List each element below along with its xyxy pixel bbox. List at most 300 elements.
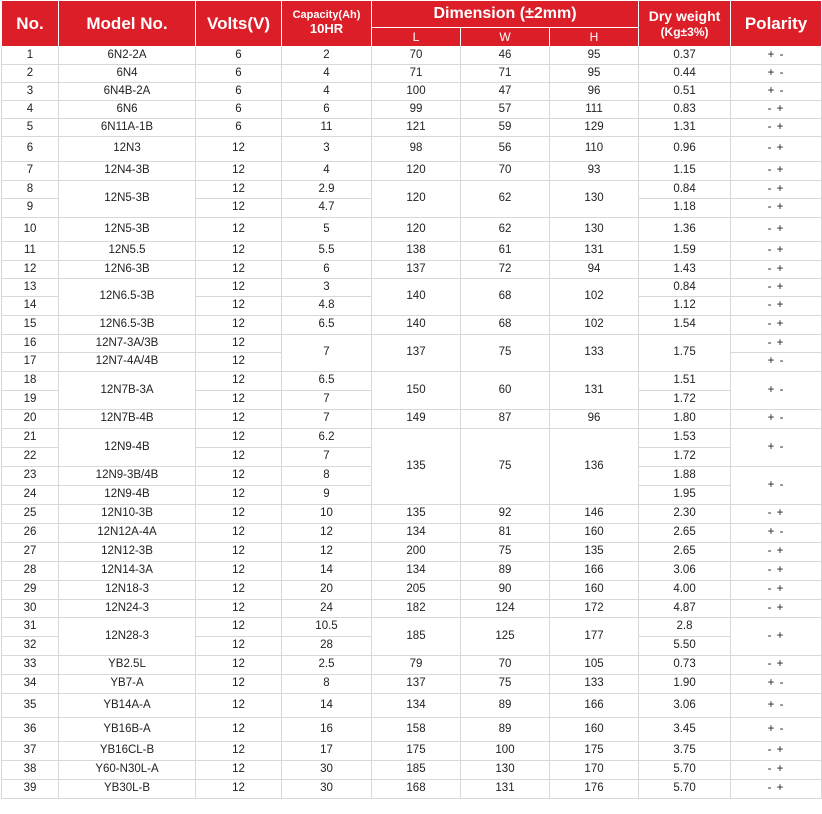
cell-width: 100	[461, 742, 550, 761]
cell-weight: 1.75	[639, 335, 731, 372]
cell-model: YB16CL-B	[59, 742, 196, 761]
cell-weight: 3.75	[639, 742, 731, 761]
table-row	[2, 162, 822, 181]
cell-polarity: - +	[731, 562, 822, 581]
cell-model: YB7-A	[59, 675, 196, 694]
cell-polarity: - +	[731, 261, 822, 279]
cell-width: 62	[461, 181, 550, 218]
cell-volts: 12	[196, 524, 282, 543]
cell-capacity: 12	[282, 543, 372, 562]
cell-no: 38	[2, 761, 59, 780]
cell-model: 12N12-3B	[59, 543, 196, 562]
cell-no: 33	[2, 656, 59, 675]
cell-weight: 0.84	[639, 181, 731, 199]
cell-width: 87	[461, 410, 550, 429]
cell-no: 14	[2, 297, 59, 316]
header-capacity-unit: Capacity(Ah)	[292, 9, 361, 22]
cell-model: YB30L-B	[59, 780, 196, 799]
cell-length: 137	[372, 261, 461, 279]
cell-capacity: 5.5	[282, 242, 372, 261]
cell-length: 138	[372, 242, 461, 261]
table-row	[2, 65, 822, 83]
header-dry-weight	[639, 1, 731, 47]
cell-capacity: 30	[282, 780, 372, 799]
cell-volts: 12	[196, 242, 282, 261]
cell-no: 1	[2, 47, 59, 65]
cell-volts: 12	[196, 467, 282, 486]
cell-no: 2	[2, 65, 59, 83]
cell-height: 133	[550, 335, 639, 372]
cell-no: 13	[2, 279, 59, 297]
cell-polarity: - +	[731, 242, 822, 261]
cell-polarity: - +	[731, 581, 822, 600]
cell-length: 185	[372, 618, 461, 656]
cell-volts: 12	[196, 261, 282, 279]
cell-weight: 0.83	[639, 101, 731, 119]
cell-width: 56	[461, 137, 550, 162]
cell-volts: 12	[196, 581, 282, 600]
cell-model: 12N9-3B/4B	[59, 467, 196, 486]
cell-volts: 12	[196, 675, 282, 694]
header-capacity-rate: 10HR	[309, 21, 344, 36]
table-row	[2, 543, 822, 562]
cell-width: 71	[461, 65, 550, 83]
cell-no: 31	[2, 618, 59, 637]
cell-weight: 2.65	[639, 524, 731, 543]
cell-capacity: 8	[282, 467, 372, 486]
cell-volts: 12	[196, 316, 282, 335]
cell-no: 27	[2, 543, 59, 562]
cell-capacity: 30	[282, 761, 372, 780]
table-row	[2, 780, 822, 799]
cell-capacity: 16	[282, 718, 372, 742]
table-row	[2, 137, 822, 162]
cell-polarity: - +	[731, 199, 822, 218]
cell-volts: 12	[196, 391, 282, 410]
cell-weight: 0.37	[639, 47, 731, 65]
cell-length: 182	[372, 600, 461, 618]
cell-model: Y60-N30L-A	[59, 761, 196, 780]
cell-weight: 1.95	[639, 486, 731, 505]
table-row	[2, 119, 822, 137]
cell-length: 71	[372, 65, 461, 83]
cell-width: 124	[461, 600, 550, 618]
cell-weight: 0.96	[639, 137, 731, 162]
cell-weight: 3.06	[639, 694, 731, 718]
cell-model: 6N4B-2A	[59, 83, 196, 101]
table-body	[2, 47, 822, 799]
cell-width: 70	[461, 162, 550, 181]
cell-weight: 2.30	[639, 505, 731, 524]
cell-height: 94	[550, 261, 639, 279]
cell-polarity: + -	[731, 65, 822, 83]
cell-width: 68	[461, 316, 550, 335]
table-row	[2, 562, 822, 581]
cell-no: 10	[2, 218, 59, 242]
cell-height: 131	[550, 242, 639, 261]
cell-model: YB2.5L	[59, 656, 196, 675]
cell-height: 129	[550, 119, 639, 137]
cell-width: 90	[461, 581, 550, 600]
cell-no: 39	[2, 780, 59, 799]
cell-height: 160	[550, 581, 639, 600]
table-row	[2, 316, 822, 335]
cell-model: 12N7B-3A	[59, 372, 196, 410]
cell-no: 25	[2, 505, 59, 524]
cell-capacity: 20	[282, 581, 372, 600]
cell-volts: 12	[196, 279, 282, 297]
header-volts: Volts(V)	[196, 1, 282, 47]
cell-volts: 12	[196, 448, 282, 467]
table-row	[2, 656, 822, 675]
table-row	[2, 429, 822, 448]
table-row	[2, 618, 822, 637]
cell-capacity: 7	[282, 410, 372, 429]
header-dim-w: W	[461, 28, 550, 47]
header-polarity: Polarity	[731, 1, 822, 47]
cell-weight: 2.8	[639, 618, 731, 637]
cell-length: 120	[372, 181, 461, 218]
cell-height: 175	[550, 742, 639, 761]
cell-no: 3	[2, 83, 59, 101]
cell-height: 146	[550, 505, 639, 524]
cell-model: 12N6-3B	[59, 261, 196, 279]
cell-no: 22	[2, 448, 59, 467]
cell-capacity: 8	[282, 675, 372, 694]
cell-length: 120	[372, 162, 461, 181]
cell-capacity: 7	[282, 335, 372, 372]
cell-width: 61	[461, 242, 550, 261]
cell-model: 12N12A-4A	[59, 524, 196, 543]
cell-height: 177	[550, 618, 639, 656]
cell-volts: 12	[196, 372, 282, 391]
cell-volts: 12	[196, 505, 282, 524]
cell-model: 12N6.5-3B	[59, 279, 196, 316]
cell-weight: 0.84	[639, 279, 731, 297]
cell-weight: 1.59	[639, 242, 731, 261]
cell-capacity: 3	[282, 137, 372, 162]
cell-weight: 0.73	[639, 656, 731, 675]
cell-no: 28	[2, 562, 59, 581]
cell-weight: 3.45	[639, 718, 731, 742]
cell-volts: 12	[196, 761, 282, 780]
cell-no: 17	[2, 353, 59, 372]
header-dry-weight-label: Dry weight	[648, 7, 721, 24]
cell-model: 12N7-4A/4B	[59, 353, 196, 372]
cell-polarity: - +	[731, 656, 822, 675]
cell-no: 16	[2, 335, 59, 353]
cell-width: 81	[461, 524, 550, 543]
table-row	[2, 761, 822, 780]
cell-polarity: - +	[731, 297, 822, 316]
cell-length: 140	[372, 279, 461, 316]
cell-model: 12N7-3A/3B	[59, 335, 196, 353]
cell-polarity: - +	[731, 316, 822, 335]
cell-polarity: - +	[731, 119, 822, 137]
cell-width: 92	[461, 505, 550, 524]
cell-capacity: 28	[282, 637, 372, 656]
cell-weight: 0.44	[639, 65, 731, 83]
cell-length: 98	[372, 137, 461, 162]
cell-polarity: - +	[731, 279, 822, 297]
cell-weight: 5.50	[639, 637, 731, 656]
cell-length: 134	[372, 524, 461, 543]
cell-weight: 1.80	[639, 410, 731, 429]
cell-width: 130	[461, 761, 550, 780]
cell-model: 12N4-3B	[59, 162, 196, 181]
cell-volts: 12	[196, 181, 282, 199]
cell-length: 135	[372, 429, 461, 505]
cell-model: 12N9-4B	[59, 429, 196, 467]
cell-width: 75	[461, 675, 550, 694]
cell-length: 158	[372, 718, 461, 742]
cell-width: 60	[461, 372, 550, 410]
cell-width: 46	[461, 47, 550, 65]
cell-width: 47	[461, 83, 550, 101]
cell-volts: 12	[196, 694, 282, 718]
cell-weight: 1.43	[639, 261, 731, 279]
cell-height: 110	[550, 137, 639, 162]
cell-volts: 6	[196, 119, 282, 137]
cell-volts: 12	[196, 335, 282, 353]
cell-capacity: 4	[282, 83, 372, 101]
cell-no: 26	[2, 524, 59, 543]
cell-volts: 12	[196, 353, 282, 372]
cell-capacity: 4	[282, 65, 372, 83]
cell-length: 137	[372, 675, 461, 694]
cell-width: 131	[461, 780, 550, 799]
cell-height: 105	[550, 656, 639, 675]
table-row	[2, 505, 822, 524]
cell-height: 96	[550, 83, 639, 101]
cell-capacity: 7	[282, 448, 372, 467]
cell-no: 19	[2, 391, 59, 410]
cell-width: 75	[461, 543, 550, 562]
cell-model: 6N6	[59, 101, 196, 119]
cell-height: 133	[550, 675, 639, 694]
cell-model: 12N28-3	[59, 618, 196, 656]
cell-capacity: 17	[282, 742, 372, 761]
cell-height: 136	[550, 429, 639, 505]
header-dim-h: H	[550, 28, 639, 47]
cell-width: 62	[461, 218, 550, 242]
cell-length: 137	[372, 335, 461, 372]
cell-height: 102	[550, 316, 639, 335]
cell-length: 134	[372, 694, 461, 718]
cell-length: 175	[372, 742, 461, 761]
cell-no: 5	[2, 119, 59, 137]
cell-model: 12N24-3	[59, 600, 196, 618]
cell-height: 130	[550, 181, 639, 218]
cell-length: 100	[372, 83, 461, 101]
cell-no: 7	[2, 162, 59, 181]
cell-weight: 4.87	[639, 600, 731, 618]
cell-volts: 6	[196, 47, 282, 65]
table-row	[2, 718, 822, 742]
cell-polarity: - +	[731, 505, 822, 524]
cell-polarity: - +	[731, 218, 822, 242]
cell-length: 205	[372, 581, 461, 600]
cell-capacity: 6.5	[282, 316, 372, 335]
cell-height: 95	[550, 65, 639, 83]
cell-model: 12N5-3B	[59, 181, 196, 218]
cell-height: 160	[550, 524, 639, 543]
cell-capacity: 11	[282, 119, 372, 137]
cell-no: 9	[2, 199, 59, 218]
cell-model: 6N4	[59, 65, 196, 83]
cell-capacity: 14	[282, 694, 372, 718]
cell-volts: 12	[196, 137, 282, 162]
cell-weight: 3.06	[639, 562, 731, 581]
cell-polarity: + -	[731, 353, 822, 372]
cell-width: 125	[461, 618, 550, 656]
table-row	[2, 261, 822, 279]
cell-weight: 5.70	[639, 761, 731, 780]
header-no: No.	[2, 1, 59, 47]
cell-volts: 12	[196, 562, 282, 581]
cell-weight: 1.18	[639, 199, 731, 218]
table-row	[2, 675, 822, 694]
cell-volts: 12	[196, 543, 282, 562]
cell-width: 57	[461, 101, 550, 119]
cell-width: 59	[461, 119, 550, 137]
cell-width: 75	[461, 335, 550, 372]
cell-no: 11	[2, 242, 59, 261]
cell-polarity: + -	[731, 410, 822, 429]
cell-capacity: 6	[282, 101, 372, 119]
cell-width: 68	[461, 279, 550, 316]
table-row	[2, 101, 822, 119]
cell-height: 93	[550, 162, 639, 181]
cell-model: 12N18-3	[59, 581, 196, 600]
table-row	[2, 47, 822, 65]
cell-polarity: - +	[731, 181, 822, 199]
table-row	[2, 600, 822, 618]
cell-weight: 1.36	[639, 218, 731, 242]
cell-volts: 12	[196, 429, 282, 448]
cell-capacity: 6.2	[282, 429, 372, 448]
cell-weight: 1.90	[639, 675, 731, 694]
cell-polarity: + -	[731, 467, 822, 505]
cell-model: 12N5-3B	[59, 218, 196, 242]
cell-volts: 12	[196, 637, 282, 656]
cell-height: 170	[550, 761, 639, 780]
battery-spec-table	[1, 0, 822, 799]
cell-no: 20	[2, 410, 59, 429]
cell-no: 15	[2, 316, 59, 335]
cell-capacity: 24	[282, 600, 372, 618]
cell-polarity: + -	[731, 524, 822, 543]
cell-weight: 1.51	[639, 372, 731, 391]
header-capacity	[282, 1, 372, 47]
cell-volts: 12	[196, 486, 282, 505]
cell-model: 12N5.5	[59, 242, 196, 261]
cell-volts: 12	[196, 600, 282, 618]
cell-width: 89	[461, 718, 550, 742]
cell-capacity: 2.9	[282, 181, 372, 199]
cell-volts: 6	[196, 101, 282, 119]
cell-no: 24	[2, 486, 59, 505]
table-row	[2, 242, 822, 261]
cell-polarity: + -	[731, 694, 822, 718]
cell-length: 99	[372, 101, 461, 119]
cell-capacity: 2.5	[282, 656, 372, 675]
cell-polarity: - +	[731, 600, 822, 618]
cell-polarity: - +	[731, 543, 822, 562]
cell-volts: 12	[196, 656, 282, 675]
cell-polarity: - +	[731, 101, 822, 119]
table-row	[2, 410, 822, 429]
cell-width: 89	[461, 694, 550, 718]
cell-volts: 12	[196, 199, 282, 218]
cell-weight: 1.53	[639, 429, 731, 448]
cell-polarity: + -	[731, 372, 822, 410]
cell-capacity: 4.8	[282, 297, 372, 316]
cell-length: 168	[372, 780, 461, 799]
cell-no: 30	[2, 600, 59, 618]
table-row	[2, 372, 822, 391]
cell-height: 166	[550, 562, 639, 581]
cell-capacity: 9	[282, 486, 372, 505]
header-dry-weight-unit: (Kg±3%)	[660, 24, 709, 39]
cell-height: 160	[550, 718, 639, 742]
cell-length: 200	[372, 543, 461, 562]
cell-width: 89	[461, 562, 550, 581]
table-row	[2, 581, 822, 600]
cell-weight: 5.70	[639, 780, 731, 799]
cell-polarity: + -	[731, 675, 822, 694]
cell-volts: 12	[196, 718, 282, 742]
cell-polarity: - +	[731, 780, 822, 799]
cell-capacity: 4	[282, 162, 372, 181]
cell-no: 21	[2, 429, 59, 448]
cell-weight: 1.31	[639, 119, 731, 137]
cell-height: 102	[550, 279, 639, 316]
table-row	[2, 218, 822, 242]
cell-polarity: - +	[731, 618, 822, 656]
cell-length: 150	[372, 372, 461, 410]
cell-weight: 1.15	[639, 162, 731, 181]
cell-length: 149	[372, 410, 461, 429]
cell-volts: 6	[196, 65, 282, 83]
cell-width: 70	[461, 656, 550, 675]
cell-model: 12N10-3B	[59, 505, 196, 524]
cell-weight: 2.65	[639, 543, 731, 562]
cell-capacity: 6.5	[282, 372, 372, 391]
cell-length: 121	[372, 119, 461, 137]
header-dim-l: L	[372, 28, 461, 47]
cell-polarity: + -	[731, 47, 822, 65]
cell-width: 72	[461, 261, 550, 279]
cell-no: 4	[2, 101, 59, 119]
cell-height: 130	[550, 218, 639, 242]
cell-length: 79	[372, 656, 461, 675]
cell-model: YB14A-A	[59, 694, 196, 718]
cell-no: 32	[2, 637, 59, 656]
cell-model: 12N9-4B	[59, 486, 196, 505]
cell-length: 134	[372, 562, 461, 581]
cell-height: 111	[550, 101, 639, 119]
cell-polarity: - +	[731, 761, 822, 780]
cell-width: 75	[461, 429, 550, 505]
cell-volts: 6	[196, 83, 282, 101]
cell-capacity: 7	[282, 391, 372, 410]
cell-capacity: 10	[282, 505, 372, 524]
cell-no: 29	[2, 581, 59, 600]
header-dimension: Dimension (±2mm)	[372, 1, 639, 28]
cell-capacity: 10.5	[282, 618, 372, 637]
table-row	[2, 83, 822, 101]
